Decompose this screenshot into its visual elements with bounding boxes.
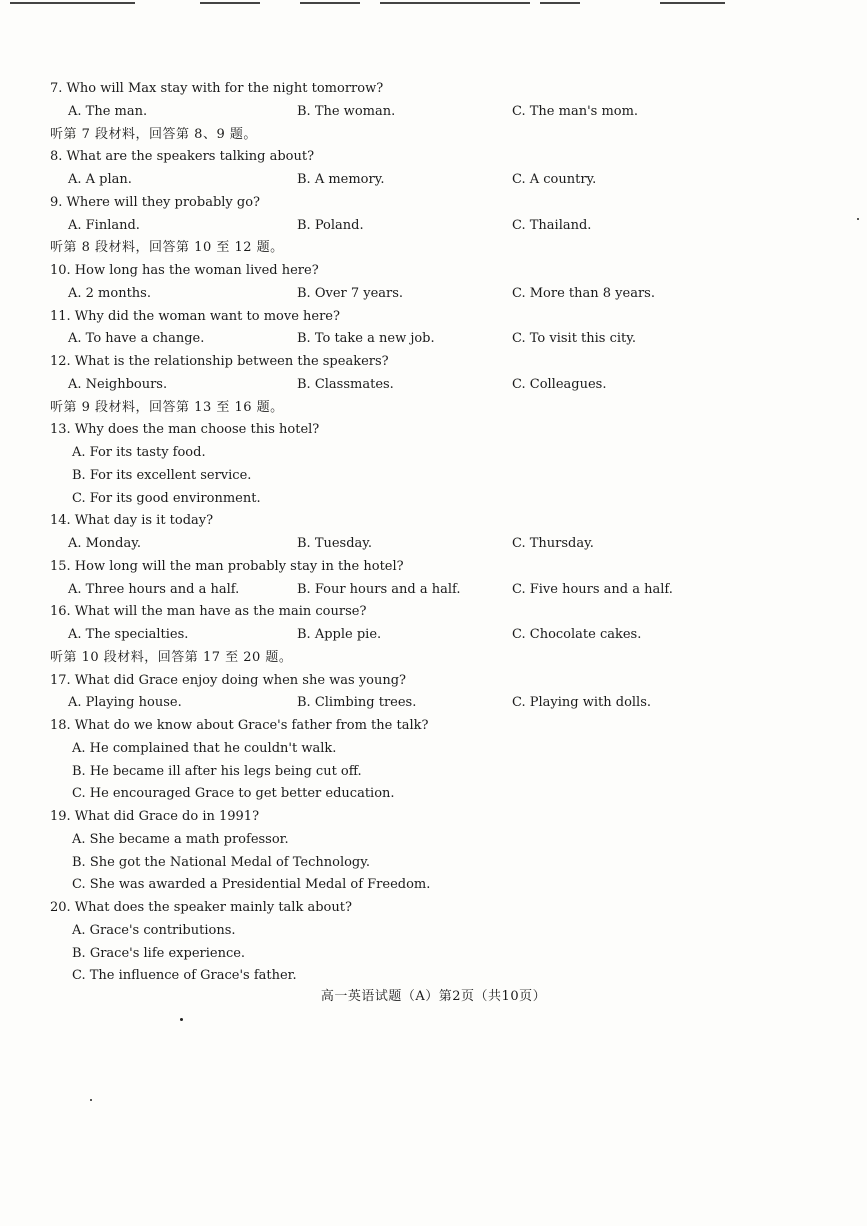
answer-option: C. Chocolate cakes. <box>512 627 642 642</box>
answer-option: A. To have a change. <box>68 331 205 347</box>
answer-options-row <box>50 215 840 238</box>
answer-option: A. For its tasty food. <box>72 445 206 460</box>
answer-option: B. He became ill after his legs being cut off. <box>72 763 362 779</box>
answer-option: A. 2 months. <box>68 285 151 301</box>
scan-artifact-top <box>0 0 867 10</box>
answer-option: C. Thailand. <box>512 217 592 233</box>
answer-options-row <box>50 101 840 124</box>
question-text: 14. What day is it today? <box>50 513 214 529</box>
page-footer: 高一英语试题（A）第2页（共10页） <box>320 989 547 1004</box>
answer-option: C. Playing with dolls. <box>512 695 652 711</box>
answer-option: C. Five hours and a half. <box>512 581 673 597</box>
answer-option: A. Three hours and a half. <box>68 581 240 597</box>
question-text: 11. Why did the woman want to move here? <box>50 308 340 324</box>
answer-option: B. She got the National Medal of Technology. <box>72 854 370 870</box>
answer-option: B. To take a new job. <box>297 331 435 347</box>
answer-option: C. The man's mom. <box>512 103 639 119</box>
section-instruction: 听第 10 段材料，回答第 17 至 20 题。 <box>50 649 293 665</box>
answer-options-row <box>50 533 840 556</box>
question-text: 7. Who will Max stay with for the night tomorrow? <box>50 81 384 96</box>
answer-option: B. Classmates. <box>297 376 394 392</box>
section-instruction: 听第 8 段材料，回答第 10 至 12 题。 <box>50 240 284 256</box>
answer-option: C. She was awarded a Presidential Medal of Freedom. <box>72 877 431 893</box>
answer-option: B. Apple pie. <box>297 627 382 642</box>
question-text: 15. How long will the man probably stay in the hotel? <box>50 558 404 574</box>
question-text: 18. What do we know about Grace's father from the talk? <box>50 718 429 733</box>
answer-options-row <box>50 692 840 715</box>
question-text: 10. How long has the woman lived here? <box>50 263 319 278</box>
answer-option: C. He encouraged Grace to get better education. <box>72 786 395 802</box>
section-instruction: 听第 7 段材料，回答第 8、9 题。 <box>50 126 257 142</box>
answer-option: C. Colleagues. <box>512 376 607 392</box>
scan-speck <box>857 218 859 220</box>
answer-options-row <box>50 579 840 602</box>
answer-option: B. For its excellent service. <box>72 467 252 483</box>
answer-option: C. More than 8 years. <box>512 285 655 301</box>
answer-option: A. The man. <box>68 103 148 119</box>
answer-option: C. Thursday. <box>512 536 594 551</box>
answer-option: C. For its good environment. <box>72 490 261 506</box>
answer-option: A. Playing house. <box>68 695 182 711</box>
question-text: 9. Where will they probably go? <box>50 194 261 210</box>
answer-options-row <box>50 624 840 647</box>
question-text: 17. What did Grace enjoy doing when she was young? <box>50 672 407 688</box>
question-text: 8. What are the speakers talking about? <box>50 149 315 165</box>
answer-option: A. A plan. <box>68 172 132 187</box>
answer-option: B. Tuesday. <box>297 536 373 551</box>
answer-option: A. She became a math professor. <box>72 831 289 847</box>
answer-option: B. Poland. <box>297 217 364 233</box>
answer-option: B. Four hours and a half. <box>297 581 461 597</box>
question-list <box>50 78 840 988</box>
answer-option: A. Monday. <box>68 536 141 551</box>
question-text: 12. What is the relationship between the speakers? <box>50 354 389 369</box>
answer-option: C. The influence of Grace's father. <box>72 968 297 984</box>
scan-speck <box>180 1018 183 1021</box>
section-instruction: 听第 9 段材料，回答第 13 至 16 题。 <box>50 399 284 415</box>
answer-options-row <box>50 374 840 397</box>
answer-option: B. The woman. <box>297 103 396 119</box>
answer-option: A. Finland. <box>68 217 140 233</box>
answer-option: B. Grace's life experience. <box>72 945 246 961</box>
answer-options-row <box>50 283 840 306</box>
scan-speck <box>90 1099 92 1101</box>
answer-option: C. A country. <box>512 172 597 187</box>
answer-option: B. Climbing trees. <box>297 695 417 711</box>
answer-option: A. The specialties. <box>68 627 189 642</box>
answer-option: A. Neighbours. <box>68 376 168 392</box>
answer-option: A. Grace's contributions. <box>72 922 236 938</box>
answer-options-row <box>50 169 840 192</box>
answer-options-row <box>50 328 840 351</box>
answer-option: C. To visit this city. <box>512 331 637 347</box>
question-text: 13. Why does the man choose this hotel? <box>50 422 320 438</box>
question-text: 19. What did Grace do in 1991? <box>50 809 260 824</box>
answer-option: B. A memory. <box>297 172 385 187</box>
answer-option: A. He complained that he couldn't walk. <box>72 740 337 756</box>
question-text: 16. What will the man have as the main course? <box>50 604 367 620</box>
question-text: 20. What does the speaker mainly talk about? <box>50 900 352 915</box>
answer-option: B. Over 7 years. <box>297 285 404 301</box>
